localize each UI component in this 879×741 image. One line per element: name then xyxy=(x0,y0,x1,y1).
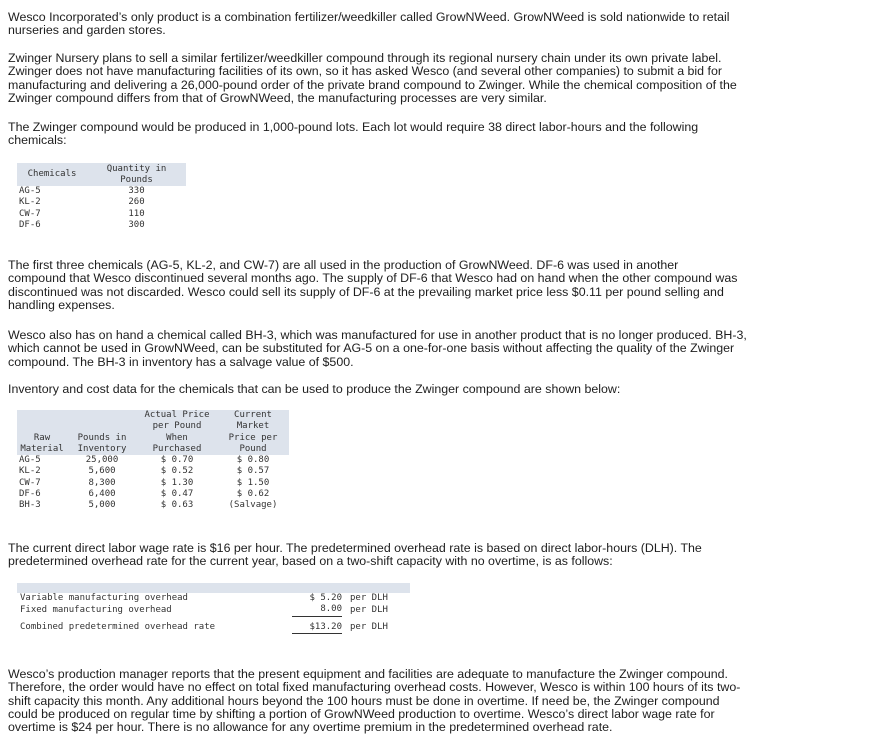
material-cell: AG-5 xyxy=(19,455,41,466)
market-price-header: Current Market Price per Pound xyxy=(228,410,278,454)
overhead-unit-cell: per DLH xyxy=(350,621,388,632)
raw-material-header: Raw Material xyxy=(20,432,64,454)
actual-price-cell: $ 1.30 xyxy=(160,477,194,488)
overhead-label-cell: Combined predetermined overhead rate xyxy=(20,621,216,632)
market-price-cell: $ 0.57 xyxy=(236,466,270,477)
overhead-value-cell: 8.00 xyxy=(292,604,342,616)
actual-price-cell: $ 0.52 xyxy=(160,466,194,477)
market-price-cell: (Salvage) xyxy=(228,500,278,511)
overhead-unit-cell: per DLH xyxy=(350,593,388,603)
quantity-cell: 110 xyxy=(128,208,145,219)
chemicals-header: Chemicals xyxy=(27,168,77,179)
chemicals-usage-paragraph: The first three chemicals (AG-5, KL-2, and CW-7) are all used in the production of GrowNWeed. DF-6 was used in another compound that Wesco discontinued several months ago. The supply of DF-6 that Wesco had on hand when the other compound was discontinued was not discarded. Wesco could sell its supply of DF-6 at the prevailing market price less $0.11 per pound selling and handling expenses. xyxy=(8,258,738,312)
table-row xyxy=(17,622,410,634)
pounds-cell: 5,000 xyxy=(88,500,116,511)
table-row xyxy=(17,220,186,231)
overhead-unit-cell: per DLH xyxy=(350,604,388,615)
quantity-cell: 260 xyxy=(128,197,145,208)
intro-paragraph: Wesco Incorporated’s only product is a combination fertilizer/weedkiller called GrowNWeed. GrowNWeed is sold nationwide to retail nurseries and garden stores. xyxy=(8,10,730,38)
pounds-cell: 5,600 xyxy=(88,466,116,477)
lots-paragraph: The Zwinger compound would be produced in 1,000-pound lots. Each lot would require 38 direct labor-hours and the following chemicals: xyxy=(8,120,699,148)
chemical-cell: AG-5 xyxy=(19,186,41,196)
overhead-table xyxy=(17,583,410,634)
quantity-cell: 330 xyxy=(128,186,145,196)
table-row xyxy=(17,466,289,477)
actual-price-cell: $ 0.63 xyxy=(160,500,194,511)
table-row xyxy=(17,500,289,511)
actual-price-cell: $ 0.70 xyxy=(160,455,194,466)
table-row xyxy=(17,209,186,220)
pounds-cell: 8,300 xyxy=(88,477,116,488)
production-manager-paragraph: Wesco’s production manager reports that the present equipment and facilities are adequate to manufacture the Zwinger compound. Therefore, the order would have no effect on total fixed manufacturing overhead costs. However, Wesco is within 100 hours of its two-shift capacity this month. Any additional hours beyond the 100 hours must be done in overtime. If need be, the Zwinger compound could be produced on regular time by shifting a portion of GrowNWeed production to overtime. Wesco’s direct labor wage rate for overtime is $24 per hour. There is no allowance for any overtime premium in the predetermined overhead rate. xyxy=(8,667,741,735)
pounds-cell: 6,400 xyxy=(88,489,116,500)
material-cell: CW-7 xyxy=(19,477,41,488)
actual-price-header: Actual Price per Pound When Purchased xyxy=(144,410,210,454)
material-cell: DF-6 xyxy=(19,489,41,500)
table-row xyxy=(17,478,289,489)
chemical-cell: CW-7 xyxy=(19,208,41,219)
table-row xyxy=(17,604,410,616)
overhead-value-cell: $ 5.20 xyxy=(309,593,342,603)
chemicals-table xyxy=(17,163,186,231)
market-price-cell: $ 0.80 xyxy=(236,455,270,466)
table-row xyxy=(17,186,186,197)
chemical-cell: KL-2 xyxy=(19,197,41,208)
labor-rate-paragraph: The current direct labor wage rate is $16 per hour. The predetermined overhead rate is based on direct labor-hours (DLH). The predetermined overhead rate for the current year, based on a two-shift capacity with no overtime, is as follows: xyxy=(8,541,702,569)
table-row xyxy=(17,593,410,604)
market-price-cell: $ 0.62 xyxy=(236,489,270,500)
table-row xyxy=(17,455,289,466)
bh3-paragraph: Wesco also has on hand a chemical called BH-3, which was manufactured for use in another product that is no longer produced. BH-3, which cannot be used in GrowNWeed, can be substituted for AG-5 on a one-for-one basis without affecting the quality of the Zwinger compound. The BH-3 in inventory has a salvage value of $500. xyxy=(8,328,747,369)
overhead-label-cell: Variable manufacturing overhead xyxy=(20,593,188,603)
pounds-header: Pounds in Inventory xyxy=(77,432,127,454)
material-cell: KL-2 xyxy=(19,466,41,477)
pounds-cell: 25,000 xyxy=(85,455,119,466)
quantity-header: Quantity in Pounds xyxy=(106,164,167,185)
overhead-value-cell: $13.20 xyxy=(292,622,342,634)
zwinger-paragraph: Zwinger Nursery plans to sell a similar fertilizer/weedkiller compound through its regional nursery chain under its own private label. Zwinger does not have manufacturing facilities of its own, so it has asked Wesco (and several other companies) to submit a bid for manufacturing and delivering a 26,000-pound order of the private brand compound to Zwinger. While the chemical composition of the Zwinger compound differs from that of GrowNWeed, the manufacturing processes are very similar. xyxy=(8,51,737,105)
table-row xyxy=(17,197,186,208)
inventory-intro-paragraph: Inventory and cost data for the chemicals that can be used to produce the Zwinger compound are shown below: xyxy=(8,382,621,396)
inventory-table xyxy=(17,410,289,512)
market-price-cell: $ 1.50 xyxy=(236,477,270,488)
material-cell: BH-3 xyxy=(19,500,41,511)
actual-price-cell: $ 0.47 xyxy=(160,489,194,500)
quantity-cell: 300 xyxy=(128,219,145,230)
overhead-label-cell: Fixed manufacturing overhead xyxy=(20,604,172,615)
chemical-cell: DF-6 xyxy=(19,219,41,230)
table-row xyxy=(17,489,289,500)
